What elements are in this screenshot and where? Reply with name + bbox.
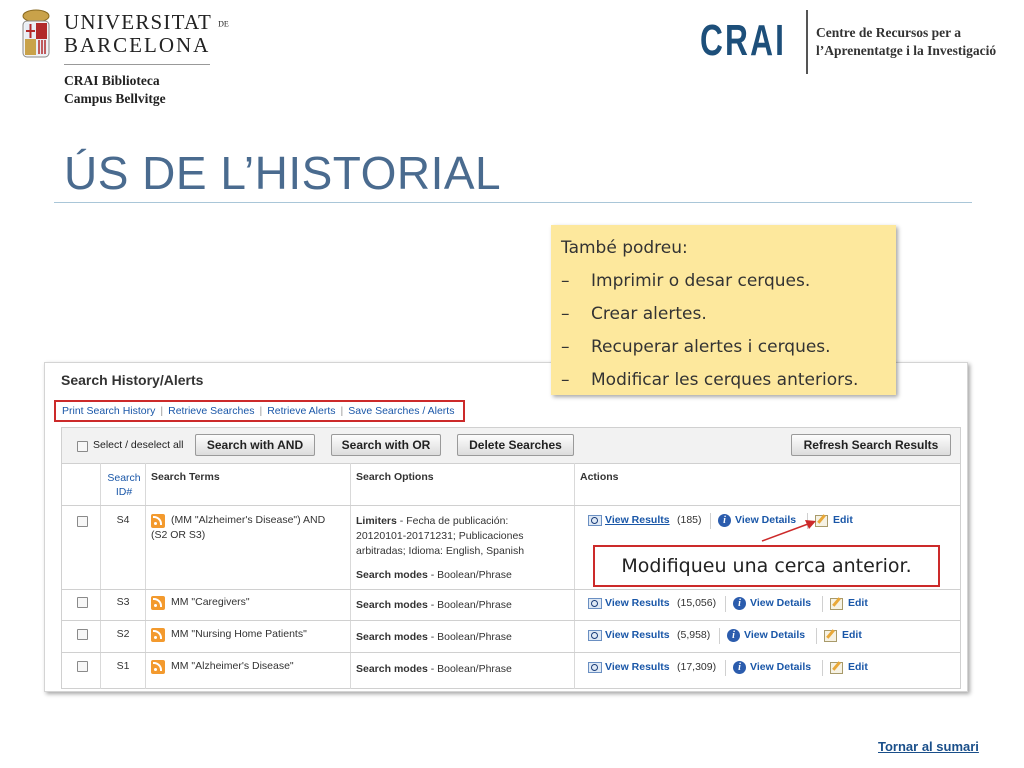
note-item-text: Crear alertes. xyxy=(591,304,707,324)
history-links-bar xyxy=(54,400,465,422)
slide-title: ÚS DE L’HISTORIAL xyxy=(64,147,502,199)
retrieve-searches-link[interactable]: Retrieve Searches xyxy=(168,405,255,417)
view-results-icon[interactable] xyxy=(588,630,602,641)
search-terms: (MM "Alzheimer's Disease") AND (S2 OR S3) xyxy=(151,514,326,541)
view-results-link[interactable]: View Results xyxy=(605,597,670,609)
action-separator xyxy=(822,596,823,612)
campus-name: Campus Bellvitge xyxy=(64,91,166,106)
action-separator xyxy=(725,660,726,676)
info-icon[interactable]: i xyxy=(733,661,746,674)
view-results-icon[interactable] xyxy=(588,598,602,609)
search-id: S2 xyxy=(116,628,130,640)
bullet-dash: – xyxy=(561,370,570,390)
rss-feed-icon[interactable] xyxy=(151,660,165,674)
row-divider xyxy=(62,589,960,590)
action-separator xyxy=(822,660,823,676)
library-name: CRAI Biblioteca xyxy=(64,73,160,88)
limiters-value: - Fecha de publicación: 20120101-20171231; Publicaciones arbitradas; Idioma: English, Spanish xyxy=(356,515,525,557)
result-count: (15,056) xyxy=(677,597,717,609)
result-count: (5,958) xyxy=(677,629,711,641)
result-count: (17,309) xyxy=(677,661,717,673)
row-divider xyxy=(62,620,960,621)
view-details-link[interactable]: View Details xyxy=(744,629,806,641)
search-modes xyxy=(356,630,512,645)
search-modes-label: Search modes xyxy=(356,663,428,675)
retrieve-alerts-link[interactable]: Retrieve Alerts xyxy=(267,405,336,417)
row-divider xyxy=(62,505,960,506)
crai-full-name-line2: l’Aprenentatge i la Investigació xyxy=(816,43,997,58)
search-id: S4 xyxy=(116,514,130,526)
bullet-dash: – xyxy=(561,271,570,291)
features-note xyxy=(551,225,896,395)
search-modes xyxy=(356,568,512,583)
info-icon[interactable]: i xyxy=(718,514,731,527)
delete-searches-button[interactable]: Delete Searches xyxy=(457,434,574,456)
search-modes-value: - Boolean/Phrase xyxy=(427,569,512,581)
edit-icon[interactable] xyxy=(830,598,843,610)
info-icon[interactable]: i xyxy=(727,629,740,642)
search-terms: MM "Nursing Home Patients" xyxy=(171,628,307,640)
column-header-actions: Actions xyxy=(580,471,619,483)
limiters-label: Limiters xyxy=(356,515,397,527)
print-search-history-link[interactable]: Print Search History xyxy=(62,405,156,417)
row-checkbox[interactable] xyxy=(77,661,88,672)
view-results-link[interactable]: View Results xyxy=(605,661,670,673)
link-separator: | xyxy=(259,405,263,417)
edit-link[interactable]: Edit xyxy=(833,514,853,526)
view-results-icon[interactable] xyxy=(588,515,602,526)
back-to-summary-link[interactable]: Tornar al sumari xyxy=(878,739,979,754)
edit-icon[interactable] xyxy=(830,662,843,674)
select-all-checkbox[interactable] xyxy=(77,441,88,452)
note-intro: També podreu: xyxy=(561,238,688,258)
search-modes xyxy=(356,662,512,677)
title-underline xyxy=(54,202,972,203)
callout-arrow xyxy=(760,518,820,544)
column-header-search-terms: Search Terms xyxy=(151,471,220,483)
search-terms: MM "Alzheimer's Disease" xyxy=(171,660,294,672)
search-modes-value: - Boolean/Phrase xyxy=(427,599,512,611)
save-searches-alerts-link[interactable]: Save Searches / Alerts xyxy=(348,405,455,417)
view-details-link[interactable]: View Details xyxy=(750,597,812,609)
university-shield-logo xyxy=(18,8,54,60)
info-icon[interactable]: i xyxy=(733,597,746,610)
note-item xyxy=(561,331,886,364)
action-separator xyxy=(710,513,711,529)
row-divider xyxy=(62,652,960,653)
link-separator: | xyxy=(340,405,344,417)
edit-link[interactable]: Edit xyxy=(848,597,868,609)
search-modes-label: Search modes xyxy=(356,569,428,581)
column-divider xyxy=(350,463,351,689)
row-checkbox[interactable] xyxy=(77,516,88,527)
header-divider xyxy=(64,64,210,65)
edit-link[interactable]: Edit xyxy=(842,629,862,641)
university-name-line2: BARCELONA xyxy=(64,33,211,57)
search-with-and-button[interactable]: Search with AND xyxy=(195,434,315,456)
column-divider xyxy=(574,463,575,689)
university-name-line1: UNIVERSITAT DE xyxy=(64,10,229,34)
edit-link[interactable]: Edit xyxy=(848,661,868,673)
note-item-text: Recuperar alertes i cerques. xyxy=(591,337,831,357)
rss-feed-icon[interactable] xyxy=(151,628,165,642)
table-toolbar xyxy=(62,428,960,464)
note-item-text: Modificar les cerques anteriors. xyxy=(591,370,859,390)
search-terms: MM "Caregivers" xyxy=(171,596,250,608)
row-checkbox[interactable] xyxy=(77,597,88,608)
bullet-dash: – xyxy=(561,304,570,324)
search-with-or-button[interactable]: Search with OR xyxy=(331,434,441,456)
crai-logo: CRAI xyxy=(700,16,787,65)
bullet-dash: – xyxy=(561,337,570,357)
crai-full-name-line1: Centre de Recursos per a xyxy=(816,25,961,40)
search-id: S3 xyxy=(116,596,130,608)
select-all-label: Select / deselect all xyxy=(93,439,184,451)
search-modes xyxy=(356,598,512,613)
action-separator xyxy=(725,596,726,612)
view-results-icon[interactable] xyxy=(588,662,602,673)
column-header-search-id[interactable]: Search ID# xyxy=(107,472,141,498)
search-id: S1 xyxy=(116,660,130,672)
column-divider xyxy=(100,463,101,689)
search-modes-label: Search modes xyxy=(356,631,428,643)
rss-feed-icon[interactable] xyxy=(151,596,165,610)
search-modes-value: - Boolean/Phrase xyxy=(427,663,512,675)
search-history-panel xyxy=(44,362,968,692)
note-item xyxy=(561,364,886,397)
search-options xyxy=(356,514,561,559)
search-modes-value: - Boolean/Phrase xyxy=(427,631,512,643)
search-modes-label: Search modes xyxy=(356,599,428,611)
edit-callout: Modifiqueu una cerca anterior. xyxy=(593,545,940,587)
row-checkbox[interactable] xyxy=(77,629,88,640)
refresh-search-results-button[interactable]: Refresh Search Results xyxy=(791,434,951,456)
view-results-link[interactable]: View Results xyxy=(605,514,670,526)
action-separator xyxy=(816,628,817,644)
result-count: (185) xyxy=(677,514,702,526)
note-item-text: Imprimir o desar cerques. xyxy=(591,271,811,291)
note-item xyxy=(561,298,886,331)
link-separator: | xyxy=(160,405,164,417)
search-history-title: Search History/Alerts xyxy=(61,372,204,388)
crai-logo-divider xyxy=(806,10,808,74)
column-header-search-options: Search Options xyxy=(356,471,434,483)
view-details-link[interactable]: View Details xyxy=(735,514,797,526)
edit-icon[interactable] xyxy=(824,630,837,642)
view-results-link[interactable]: View Results xyxy=(605,629,670,641)
view-details-link[interactable]: View Details xyxy=(750,661,812,673)
action-separator xyxy=(719,628,720,644)
note-item xyxy=(561,265,886,298)
